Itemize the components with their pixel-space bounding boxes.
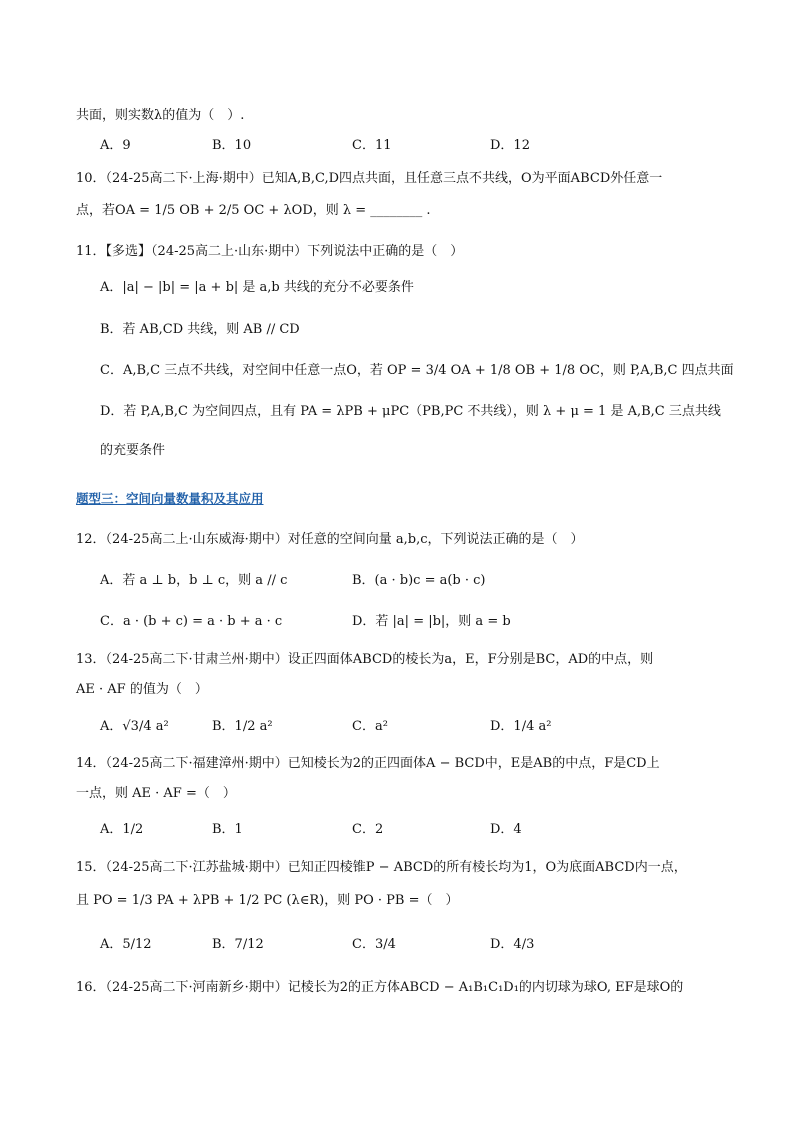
q12-option-c: C．a · (b + c) = a · b + a · c xyxy=(100,614,283,629)
q13-stem-line1: 13．（24-25高二下·甘肃兰州·期中）设正四面体ABCD的棱长为a，E，F分别是BC，AD的中点，则 xyxy=(76,652,654,667)
q13-option-b: B．1/2 a² xyxy=(212,719,273,734)
q12-option-b: B．(a · b)c = a(b · c) xyxy=(352,573,486,588)
q9-stem-tail: 共面，则实数λ的值为（ ）. xyxy=(76,108,245,123)
q11-option-b: B．若 AB,CD 共线，则 AB // CD xyxy=(100,322,300,337)
q11-option-c: C．A,B,C 三点不共线，对空间中任意一点O，若 OP = 3/4 OA + 1/8 OB + 1/8 OC，则 P,A,B,C 四点共面 xyxy=(100,363,734,378)
q9-option-d: D．12 xyxy=(490,138,530,153)
q14-option-b: B．1 xyxy=(212,822,243,837)
q11-option-d-line2: 的充要条件 xyxy=(100,443,166,458)
q10-stem-line1: 10．（24-25高二下·上海·期中）已知A,B,C,D四点共面，且任意三点不共线，O为平面ABCD外任意一 xyxy=(76,171,663,186)
q9-option-b: B．10 xyxy=(212,138,252,153)
q13-option-d: D．1/4 a² xyxy=(490,719,552,734)
q12-stem: 12．（24-25高二上·山东威海·期中）对任意的空间向量 a,b,c，下列说法正确的是（ ） xyxy=(76,532,584,547)
q15-option-a: A．5/12 xyxy=(100,937,152,952)
section-title: 题型三：空间向量数量积及其应用 xyxy=(76,491,264,506)
q12-option-d: D．若 |a| = |b|，则 a = b xyxy=(352,614,511,629)
q14-option-a: A．1/2 xyxy=(100,822,144,837)
q15-stem-line2: 且 PO = 1/3 PA + λPB + 1/2 PC (λ∈R)，则 PO · PB =（ ） xyxy=(76,893,459,908)
q15-option-b: B．7/12 xyxy=(212,937,264,952)
q14-option-c: C．2 xyxy=(352,822,384,837)
q13-stem-line2: AE · AF 的值为（ ） xyxy=(76,682,208,697)
q10-stem-line2: 点，若OA = 1/5 OB + 2/5 OC + λOD，则 λ = ________ . xyxy=(76,203,431,218)
q13-option-a: A．√3/4 a² xyxy=(100,719,169,734)
q15-option-c: C．3/4 xyxy=(352,937,396,952)
q9-option-a: A．9 xyxy=(100,138,131,153)
q15-option-d: D．4/3 xyxy=(490,937,535,952)
q12-option-a: A．若 a ⊥ b，b ⊥ c，则 a // c xyxy=(100,573,288,588)
q14-stem-line2: 一点，则 AE · AF =（ ） xyxy=(76,786,236,801)
q14-option-d: D．4 xyxy=(490,822,522,837)
q9-option-c: C．11 xyxy=(352,138,392,153)
q15-stem-line1: 15．（24-25高二下·江苏盐城·期中）已知正四棱锥P − ABCD的所有棱长均为1，O为底面ABCD内一点， xyxy=(76,860,687,875)
q16-stem-line1: 16．（24-25高二下·河南新乡·期中）记棱长为2的正方体ABCD − A₁B₁C₁D₁的内切球为球O, EF是球O的 xyxy=(76,980,684,995)
q11-stem: 11．【多选】（24-25高二上·山东·期中）下列说法中正确的是（ ） xyxy=(76,244,464,259)
q14-stem-line1: 14．（24-25高二下·福建漳州·期中）已知棱长为2的正四面体A − BCD中，E是AB的中点，F是CD上 xyxy=(76,756,660,771)
q13-option-c: C．a² xyxy=(352,719,388,734)
q11-option-d-line1: D．若 P,A,B,C 为空间四点，且有 PA = λPB + μPC（PB,PC 不共线），则 λ + μ = 1 是 A,B,C 三点共线 xyxy=(100,404,721,419)
q11-option-a: A．|a| − |b| = |a + b| 是 a,b 共线的充分不必要条件 xyxy=(100,280,414,295)
